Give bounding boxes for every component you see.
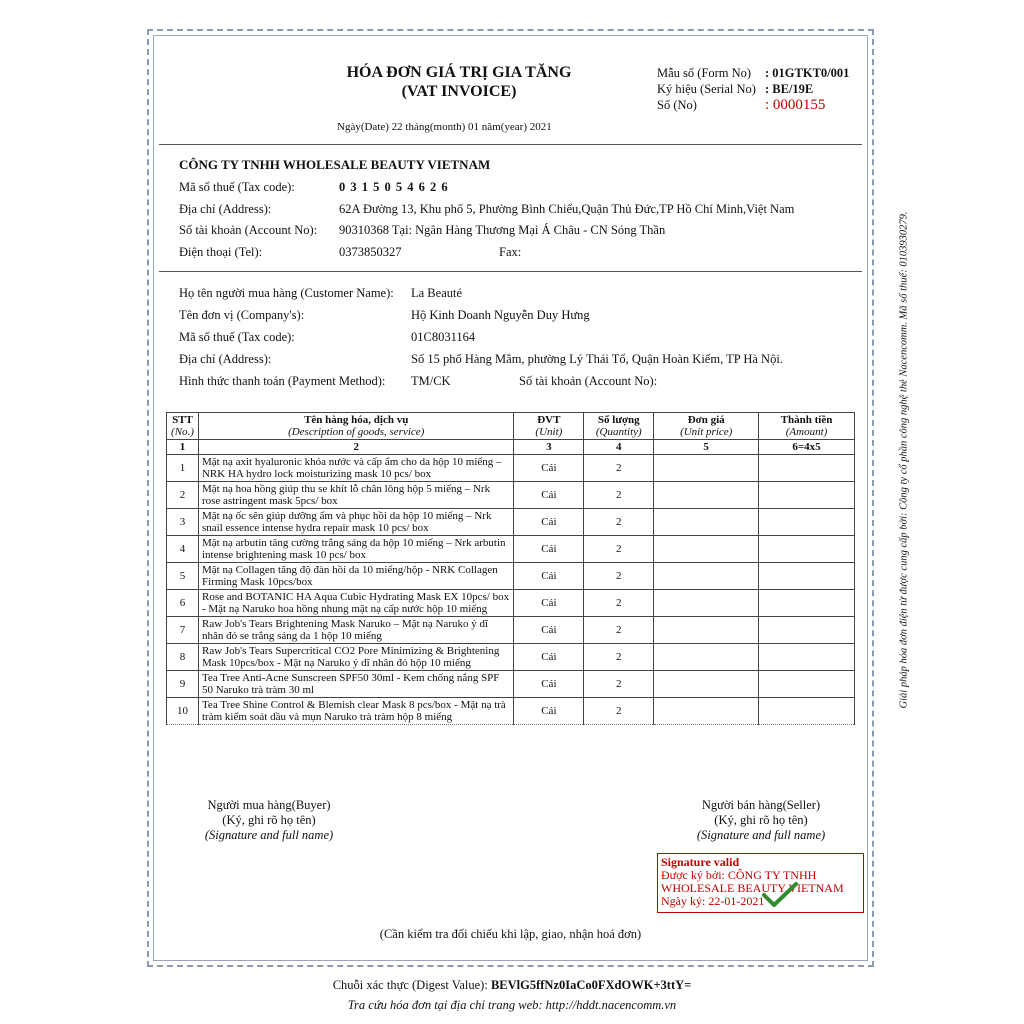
serial-value: : BE/19E [765,82,814,96]
buyer-name-value: La Beauté [411,286,463,300]
seller-account-label: Số tài khoản (Account No): [179,223,318,237]
table-row [167,563,855,590]
buyer-tax-label: Mã số thuế (Tax code): [179,330,295,344]
row-unit: Cái [514,590,584,617]
seller-address-value: 62A Đường 13, Khu phố 5, Phường Bình Chiểu,Quận Thủ Đức,TP Hồ Chí Minh,Việt Nam [339,202,795,216]
stamp-date: Ngày ký: 22-01-2021 [661,894,765,908]
row-amount [759,536,855,563]
row-no: 6 [167,590,199,617]
row-amount [759,455,855,482]
digest-value: BEVlG5ffNz0IaCo0FXdOWK+3ttY= [490,978,692,992]
buyer-payment-value: TM/CK [411,374,451,388]
seller-sig-title: Người bán hàng(Seller) [701,798,821,812]
seller-tel-label: Điện thoại (Tel): [179,245,263,259]
invoice-no-value: : 0000155 [765,97,826,113]
table-row [167,671,855,698]
seller-sig-en: (Signature and full name) [696,828,826,842]
buyer-address-value: Số 15 phố Hàng Mắm, phường Lý Thái Tổ, Quận Hoàn Kiếm, TP Hà Nội. [411,352,783,366]
table-row [167,644,855,671]
table-header-row [167,413,855,440]
row-quantity: 2 [584,455,654,482]
buyer-company-value: Hộ Kinh Doanh Nguyễn Duy Hưng [411,308,590,322]
row-unit-price [654,455,759,482]
row-quantity: 2 [584,482,654,509]
form-no-label: Mẫu số (Form No) [657,66,752,80]
row-no: 10 [167,698,199,725]
row-no: 8 [167,644,199,671]
row-unit: Cái [514,482,584,509]
checkmark-icon [762,881,798,909]
row-unit: Cái [514,671,584,698]
seller-company: CÔNG TY TNHH WHOLESALE BEAUTY VIETNAM [179,157,491,172]
row-unit: Cái [514,455,584,482]
row-description: Rose and BOTANIC HA Aqua Cubic Hydrating Mask EX 10pcs/ box - Mặt nạ Naruko hoa hồng nhung mặt nạ cấp nước hộp 10 miếng [198,590,513,617]
row-description: Mặt nạ arbutin tăng cường trắng sáng da hộp 10 miếng – Nrk arbutin intense brightening mask 10 pcs/ box [198,536,513,563]
index-cell: 3 [514,440,584,455]
items-table [166,412,855,725]
invoice-date: Ngày(Date) 22 tháng(month) 01 năm(year) 2021 [337,121,552,133]
row-unit: Cái [514,644,584,671]
row-quantity: 2 [584,671,654,698]
index-cell: 2 [198,440,513,455]
row-amount [759,617,855,644]
divider-top [159,144,862,145]
index-cell: 6=4x5 [759,440,855,455]
header-desc: Tên hàng hóa, dịch vụ (Description of goods, service) [198,413,513,440]
buyer-address-label: Địa chỉ (Address): [179,352,272,366]
row-unit-price [654,590,759,617]
table-row [167,698,855,725]
row-unit-price [654,563,759,590]
row-description: Mặt nạ ốc sên giúp dưỡng ẩm và phục hồi da hộp 10 miếng – Nrk snail essence intense hydra repair mask 10 pcs/ box [198,509,513,536]
buyer-name-label: Họ tên người mua hàng (Customer Name): [179,286,394,300]
buyer-account-label: Số tài khoản (Account No): [519,374,658,388]
seller-account-value: 90310368 Tại: Ngân Hàng Thương Mại Á Châu - CN Sóng Thần [339,223,666,237]
header-qty: Số lượng (Quantity) [584,413,654,440]
row-quantity: 2 [584,590,654,617]
row-no: 1 [167,455,199,482]
seller-sig-sub: (Ký, ghi rõ họ tên) [714,813,808,827]
row-unit: Cái [514,563,584,590]
title-en: (VAT INVOICE) [401,83,517,100]
seller-tax-value: 0 3 1 5 0 5 4 6 2 6 [339,180,449,194]
index-cell: 5 [654,440,759,455]
buyer-tax-value: 01C8031164 [411,330,476,344]
row-quantity: 2 [584,563,654,590]
row-amount [759,671,855,698]
serial-label: Ký hiệu (Serial No) [657,82,756,96]
row-no: 7 [167,617,199,644]
row-no: 4 [167,536,199,563]
row-amount [759,644,855,671]
seller-fax-label: Fax: [499,245,522,259]
row-quantity: 2 [584,617,654,644]
form-info [657,65,850,115]
divider-mid [159,271,862,272]
buyer-sig-en: (Signature and full name) [204,828,334,842]
row-quantity: 2 [584,698,654,725]
row-amount [759,590,855,617]
row-description: Mặt nạ Collagen tăng độ đàn hồi da 10 miếng/hộp - NRK Collagen Firming Mask 10pcs/box [198,563,513,590]
table-row [167,455,855,482]
row-amount [759,509,855,536]
row-description: Mặt nạ hoa hồng giúp thu se khít lỗ chân lông hộp 5 miếng – Nrk rose astringent mask 5pcs/ box [198,482,513,509]
table-row [167,482,855,509]
row-description: Tea Tree Shine Control & Blemish clear Mask 8 pcs/box - Mặt nạ trà tràm kiểm soát dầu và mụn Naruko trà tràm hộp 8 miếng [198,698,513,725]
row-unit-price [654,482,759,509]
row-description: Raw Job's Tears Brightening Mask Naruko – Mặt nạ Naruko ý dĩ nhân đỏ se trắng sáng da 1 hộp 10 miếng [198,617,513,644]
header-amount: Thành tiền (Amount) [759,413,855,440]
seller-signature-block [661,798,861,843]
buyer-sig-title: Người mua hàng(Buyer) [207,798,331,812]
row-no: 9 [167,671,199,698]
buyer-sig-sub: (Ký, ghi rõ họ tên) [222,813,316,827]
table-row [167,536,855,563]
row-description: Tea Tree Anti-Acne Sunscreen SPF50 30ml - Kem chống nắng SPF 50 Naruko trà tràm 30 ml [198,671,513,698]
row-unit-price [654,644,759,671]
seller-tax-label: Mã số thuế (Tax code): [179,180,295,194]
provider-side-text [898,160,910,760]
row-no: 2 [167,482,199,509]
invoice-frame [147,29,874,967]
table-index-row [167,440,855,455]
row-quantity: 2 [584,644,654,671]
row-no: 5 [167,563,199,590]
row-description: Raw Job's Tears Supercritical CO2 Pore Minimizing & Brightening Mask 10pcs/box - Mặt nạ Naruko ý dĩ nhân đỏ hộp 10 miếng [198,644,513,671]
stamp-signed-by: Được ký bởi: CÔNG TY TNHH WHOLESALE BEAUTY VIETNAM [661,868,844,895]
row-description: Mặt nạ axit hyaluronic khóa nước và cấp ẩm cho da hộp 10 miếng – NRK HA hydro lock moisturizing mask 10 pcs/ box [198,455,513,482]
seller-tel-value: 0373850327 [339,245,402,259]
row-unit-price [654,509,759,536]
row-quantity: 2 [584,509,654,536]
digest-line [0,978,1024,993]
table-row [167,617,855,644]
row-unit-price [654,698,759,725]
buyer-signature-block [169,798,369,843]
provider-text: Giải pháp hóa đơn điện tử được cung cấp bởi: Công ty cổ phần công nghệ thẻ Nacencomm. Mã số thuế: 0103930279. [898,211,910,709]
row-unit-price [654,617,759,644]
row-quantity: 2 [584,536,654,563]
row-unit: Cái [514,509,584,536]
invoice-title [309,63,609,101]
buyer-company-label: Tên đơn vị (Company's): [179,308,305,322]
table-body [167,455,855,725]
row-unit-price [654,536,759,563]
verification-note: (Cần kiểm tra đối chiếu khi lập, giao, nhận hoá đơn) [379,927,642,941]
stamp-status: Signature valid [661,855,740,869]
row-amount [759,698,855,725]
signature-valid-stamp [657,853,864,913]
row-no: 3 [167,509,199,536]
buyer-payment-label: Hình thức thanh toán (Payment Method): [179,374,386,388]
row-unit: Cái [514,617,584,644]
form-no-value: : 01GTKT0/001 [765,66,850,80]
lookup-url[interactable]: Tra cứu hóa đơn tại địa chỉ trang web: http://hddt.nacencomm.vn [347,998,677,1012]
row-amount [759,563,855,590]
row-unit: Cái [514,536,584,563]
row-amount [759,482,855,509]
invoice-no-label: Số (No) [657,98,697,112]
digest-label: Chuỗi xác thực (Digest Value): [332,978,491,992]
row-unit: Cái [514,698,584,725]
seller-address-label: Địa chỉ (Address): [179,202,272,216]
row-unit-price [654,671,759,698]
table-row [167,509,855,536]
index-cell: 1 [167,440,199,455]
header-unit-price: Đơn giá (Unit price) [654,413,759,440]
table-row [167,590,855,617]
header-no: STT (No.) [167,413,199,440]
title-vi: HÓA ĐƠN GIÁ TRỊ GIA TĂNG [346,64,572,81]
header-unit: ĐVT (Unit) [514,413,584,440]
index-cell: 4 [584,440,654,455]
